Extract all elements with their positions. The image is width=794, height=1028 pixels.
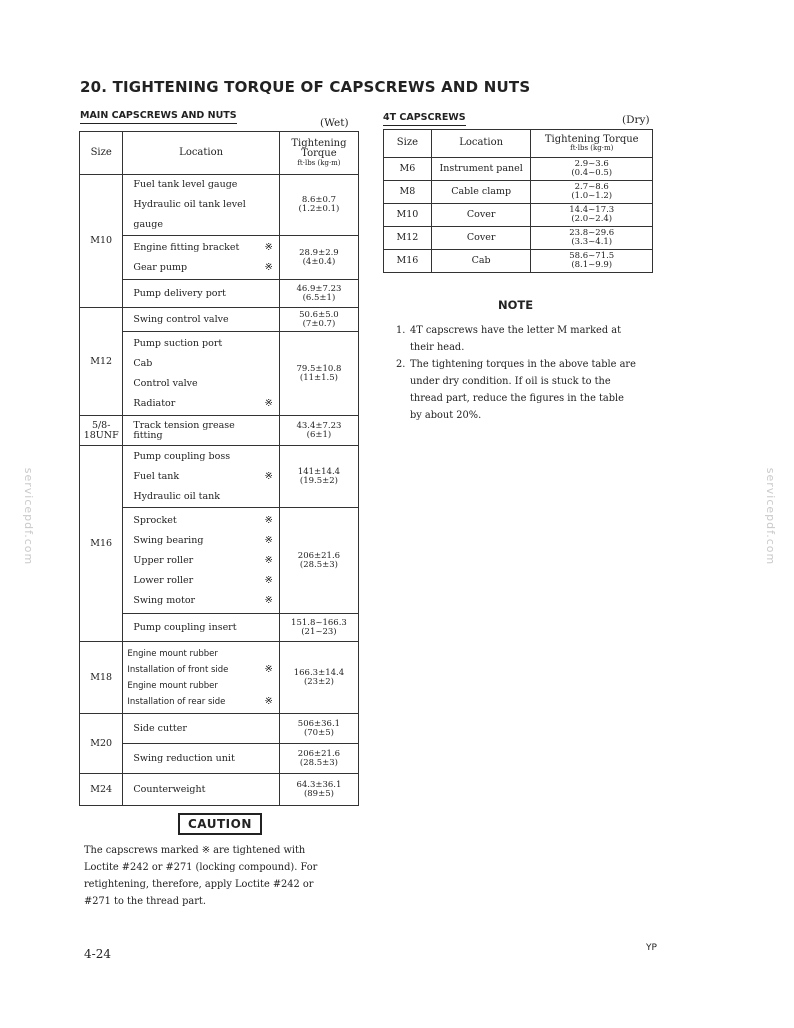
location-text: Sprocket <box>133 514 177 526</box>
col-header-torque <box>279 132 358 175</box>
torque-value: 58.6~71.5 <box>569 251 615 262</box>
torque-cell <box>279 446 358 508</box>
torque-value-metric: (2.0~2.4) <box>571 214 613 224</box>
torque-cell <box>279 175 358 236</box>
location-text: Pump coupling boss <box>133 450 231 462</box>
torque-cell <box>279 744 358 774</box>
torque-value-metric: (28.5±3) <box>299 559 338 570</box>
table-row <box>80 714 359 744</box>
torque-value: 79.5±10.8 <box>296 363 342 374</box>
location-cell: Cover <box>431 227 531 250</box>
location-text: Upper roller <box>133 554 194 566</box>
note-line: The tightening torques in the above table are <box>410 359 636 370</box>
size-cell: M18 <box>80 642 123 714</box>
location-text: Installation of rear side <box>127 696 226 707</box>
table-header-row <box>80 132 359 175</box>
location-cell: Side cutter <box>123 714 256 744</box>
torque-value-metric: (89±5) <box>303 788 334 799</box>
caution-line: Loctite #242 or #271 (locking compound). For <box>84 862 318 873</box>
torque-cell <box>531 227 653 250</box>
size-cell: M12 <box>384 227 432 250</box>
torque-cell <box>279 236 358 280</box>
location-cell <box>123 508 256 614</box>
note-line: thread part, reduce the figures in the table <box>410 393 624 404</box>
col-header-location: Location <box>431 130 531 158</box>
torque-cell <box>279 714 358 744</box>
note-item-number: 2. <box>396 359 406 370</box>
location-cell: Cable clamp <box>431 181 531 204</box>
star-cell <box>256 714 280 744</box>
size-cell: M16 <box>384 250 432 273</box>
size-cell: M10 <box>384 204 432 227</box>
star-cell <box>256 642 280 714</box>
table-row <box>80 774 359 806</box>
table-row <box>384 204 653 227</box>
torque-value-metric: (3.3~4.1) <box>571 237 613 247</box>
col-header-size: Size <box>80 132 123 175</box>
location-text: Engine mount rubber <box>127 680 218 691</box>
loctite-mark: ※ <box>264 397 273 409</box>
torque-value: 14.4~17.3 <box>569 205 615 216</box>
watermark-left: servicepdf.com <box>22 467 36 566</box>
main-table-condition: (Wet) <box>320 117 349 129</box>
location-cell <box>123 332 256 416</box>
location-text: Hydraulic oil tank level gauge <box>133 199 246 230</box>
main-torque-table <box>79 131 359 806</box>
loctite-mark: ※ <box>264 574 273 586</box>
torque-value: 64.3±36.1 <box>296 779 342 790</box>
col-header-torque-text: Tightening Torque <box>544 133 639 145</box>
table-row <box>80 175 359 236</box>
torque-value: 151.8~166.3 <box>291 617 347 628</box>
location-cell: Track tension grease fitting <box>123 416 256 446</box>
torque-value-metric: (21~23) <box>301 626 337 637</box>
table-row <box>384 158 653 181</box>
torque-value: 43.4±7.23 <box>296 420 342 431</box>
torque-value: 8.6±0.7 <box>301 195 337 206</box>
table-header-row <box>384 130 653 158</box>
caution-text <box>84 842 354 910</box>
location-cell: Swing reduction unit <box>123 744 256 774</box>
footer-code: YP <box>646 943 657 953</box>
note-line: under dry condition. If oil is stuck to the <box>410 376 611 387</box>
torque-cell <box>279 614 358 642</box>
torque-value-metric: (6±1) <box>306 429 332 440</box>
caution-label: CAUTION <box>178 813 262 835</box>
size-cell: M10 <box>80 175 123 308</box>
location-text: Fuel tank <box>133 470 180 482</box>
torque-cell <box>279 280 358 308</box>
star-cell <box>256 332 280 416</box>
star-cell <box>256 744 280 774</box>
size-cell: M6 <box>384 158 432 181</box>
location-text: Lower roller <box>133 574 194 586</box>
torque-value-metric: (23±2) <box>303 676 334 687</box>
note-line: 4T capscrews have the letter M marked at <box>410 325 622 336</box>
torque-value: 28.9±2.9 <box>299 247 339 258</box>
main-table-heading: MAIN CAPSCREWS AND NUTS <box>80 110 237 124</box>
torque-value: 2.9~3.6 <box>574 159 609 170</box>
page-title: 20. TIGHTENING TORQUE OF CAPSCREWS AND NUTS <box>80 78 531 96</box>
torque-cell <box>279 774 358 806</box>
location-text: Hydraulic oil tank <box>133 490 221 502</box>
table-row <box>80 416 359 446</box>
location-cell <box>123 446 256 508</box>
torque-value: 506±36.1 <box>297 718 341 729</box>
table-row <box>80 308 359 332</box>
table-row <box>384 181 653 204</box>
torque-value-metric: (19.5±2) <box>299 475 338 486</box>
note-item-number: 1. <box>396 325 406 336</box>
note-item-1 <box>396 322 656 356</box>
table-row <box>384 227 653 250</box>
torque-value: 166.3±14.4 <box>293 667 345 678</box>
t4-torque-table <box>383 129 653 273</box>
torque-value-metric: (8.1~9.9) <box>571 260 613 270</box>
location-text: Swing bearing <box>133 534 204 546</box>
col-header-torque <box>531 130 653 158</box>
loctite-mark: ※ <box>264 470 273 482</box>
size-cell: M16 <box>80 446 123 642</box>
torque-value: 50.6±5.0 <box>299 309 339 320</box>
torque-value: 206±21.6 <box>297 748 341 759</box>
col-header-torque-line1: Tightening <box>291 137 347 149</box>
location-cell: Cover <box>431 204 531 227</box>
star-cell <box>256 416 280 446</box>
torque-cell <box>531 204 653 227</box>
col-header-torque-line2: Torque <box>301 148 337 160</box>
note-line: by about 20%. <box>410 410 482 421</box>
caution-line: The capscrews marked ※ are tightened with <box>84 845 306 856</box>
location-cell: Cab <box>431 250 531 273</box>
location-cell: Pump coupling insert <box>123 614 256 642</box>
torque-cell <box>279 308 358 332</box>
torque-value-metric: (4±0.4) <box>302 256 336 267</box>
location-cell: Counterweight <box>123 774 256 806</box>
torque-value: 23.8~29.6 <box>569 228 615 239</box>
page-number: 4-24 <box>84 947 111 961</box>
location-text: Fuel tank level gauge <box>133 179 238 190</box>
location-text: Cab <box>133 357 153 369</box>
note-item-2 <box>396 356 656 424</box>
table-row <box>384 250 653 273</box>
torque-value-metric: (1.2±0.1) <box>298 204 340 214</box>
loctite-mark: ※ <box>264 241 273 253</box>
torque-cell <box>531 158 653 181</box>
torque-cell <box>279 508 358 614</box>
torque-value-metric: (7±0.7) <box>302 318 336 329</box>
col-header-size: Size <box>384 130 432 158</box>
torque-cell <box>279 332 358 416</box>
location-text: Pump suction port <box>133 337 223 349</box>
torque-value-metric: (0.4~0.5) <box>571 168 613 178</box>
torque-value-metric: (11±1.5) <box>299 372 338 383</box>
loctite-mark: ※ <box>264 695 273 707</box>
star-cell <box>256 508 280 614</box>
torque-value-metric: (6.5±1) <box>302 292 336 303</box>
star-cell <box>256 774 280 806</box>
loctite-mark: ※ <box>264 554 273 566</box>
loctite-mark: ※ <box>264 261 273 273</box>
col-header-unit: ft·lbs (kg·m) <box>570 144 614 153</box>
torque-value-metric: (28.5±3) <box>299 757 338 768</box>
size-cell: M24 <box>80 774 123 806</box>
torque-value-metric: (1.0~1.2) <box>571 191 613 201</box>
location-cell: Instrument panel <box>431 158 531 181</box>
star-cell <box>256 614 280 642</box>
location-cell <box>123 175 256 236</box>
size-cell: M20 <box>80 714 123 774</box>
torque-value: 206±21.6 <box>297 550 341 561</box>
note-body <box>396 322 656 424</box>
location-text: Gear pump <box>133 261 188 273</box>
star-cell <box>256 280 280 308</box>
watermark-right: servicepdf.com <box>764 467 778 566</box>
star-cell <box>256 236 280 280</box>
star-cell <box>256 446 280 508</box>
location-text: Radiator <box>133 397 176 409</box>
loctite-mark: ※ <box>264 514 273 526</box>
location-cell: Pump delivery port <box>123 280 256 308</box>
t4-table-condition: (Dry) <box>622 114 650 126</box>
loctite-mark: ※ <box>264 663 273 675</box>
location-text: Engine mount rubber <box>127 648 218 659</box>
caution-line: #271 to the thread part. <box>84 896 206 907</box>
size-cell <box>80 416 123 446</box>
star-cell <box>256 308 280 332</box>
torque-cell <box>531 250 653 273</box>
loctite-mark: ※ <box>264 534 273 546</box>
size-text: 5/8- <box>91 419 111 431</box>
location-text: Control valve <box>133 377 198 389</box>
torque-cell <box>279 416 358 446</box>
col-header-location: Location <box>123 132 280 175</box>
location-text: Swing motor <box>133 594 196 606</box>
caution-line: retightening, therefore, apply Loctite #242 or <box>84 879 314 890</box>
size-cell: M12 <box>80 308 123 416</box>
location-cell <box>123 236 256 280</box>
table-row <box>80 642 359 714</box>
note-title: NOTE <box>498 298 534 312</box>
note-line: their head. <box>410 342 465 353</box>
torque-cell <box>279 642 358 714</box>
location-cell <box>123 642 256 714</box>
size-text: 18UNF <box>83 429 119 441</box>
location-cell: Swing control valve <box>123 308 256 332</box>
table-row <box>80 446 359 508</box>
t4-table-heading: 4T CAPSCREWS <box>383 112 466 126</box>
torque-value: 46.9±7.23 <box>296 283 342 294</box>
torque-value: 2.7~8.6 <box>574 182 609 193</box>
torque-value: 141±14.4 <box>297 466 341 477</box>
location-text: Installation of front side <box>127 664 229 675</box>
location-text: Engine fitting bracket <box>133 241 240 253</box>
torque-cell <box>531 181 653 204</box>
loctite-mark: ※ <box>264 594 273 606</box>
star-cell <box>256 175 280 236</box>
size-cell: M8 <box>384 181 432 204</box>
col-header-unit: ft·lbs (kg·m) <box>297 158 341 167</box>
torque-value-metric: (70±5) <box>303 727 334 738</box>
